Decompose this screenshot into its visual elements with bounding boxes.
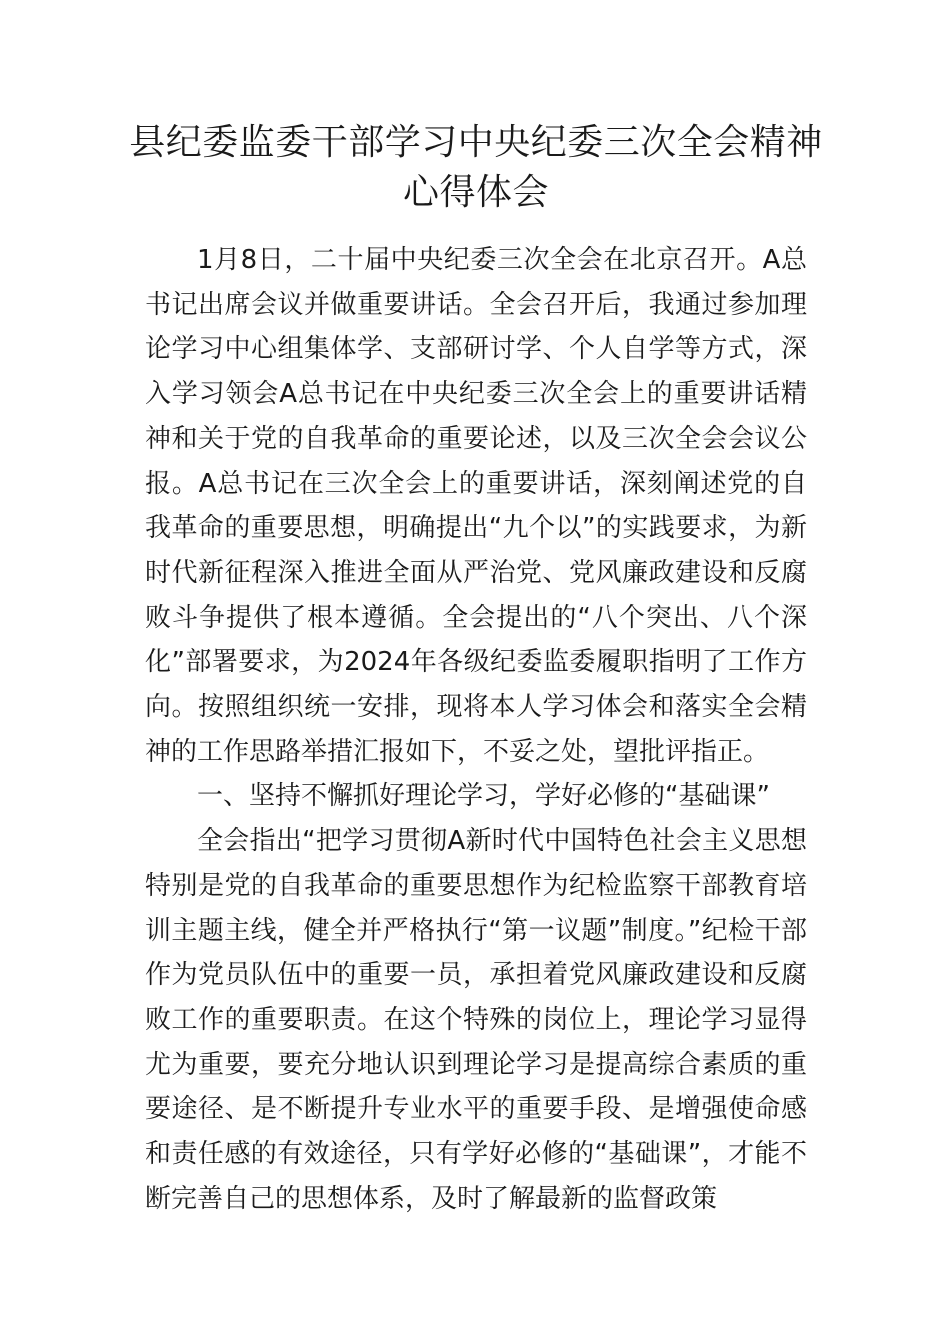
- document-body: [145, 238, 807, 1221]
- document-page: [129, 118, 823, 1221]
- section-paragraph-1: 全会指出“把学习贯彻A新时代中国特色社会主义思想特别是党的自我革命的重要思想作为纪检监察干部教育培训主题主线，健全并严格执行“第一议题”制度。”纪检干部作为党员队伍中的重要一员，承担着党风廉政建设和反腐败工作的重要职责。在这个特殊的岗位上，理论学习显得尤为重要，要充分地认识到理论学习是提高综合素质的重要途径、是不断提升专业水平的重要手段、是增强使命感和责任感的有效途径，只有学好必修的“基础课”，才能不断完善自己的思想体系，及时了解最新的监督政策: [145, 826, 807, 1214]
- section-heading-1: 一、坚持不懈抓好理论学习，学好必修的“基础课”: [197, 781, 770, 812]
- document-title: 县纪委监委干部学习中央纪委三次全会精神心得体会: [129, 122, 823, 213]
- intro-paragraph: 1月8日，二十届中央纪委三次全会在北京召开。A总书记出席会议并做重要讲话。全会召开后，我通过参加理论学习中心组集体学、支部研讨学、个人自学等方式，深入学习领会A总书记在中央纪委三次全会上的重要讲话精神和关于党的自我革命的重要论述，以及三次全会会议公报。A总书记在三次全会上的重要讲话，深刻阐述党的自我革命的重要思想，明确提出“九个以”的实践要求，为新时代新征程深入推进全面从严治党、党风廉政建设和反腐败斗争提供了根本遵循。全会提出的“八个突出、八个深化”部署要求，为2024年各级纪委监委履职指明了工作方向。按照组织统一安排，现将本人学习体会和落实全会精神的工作思路举措汇报如下，不妥之处，望批评指正。: [145, 245, 807, 767]
